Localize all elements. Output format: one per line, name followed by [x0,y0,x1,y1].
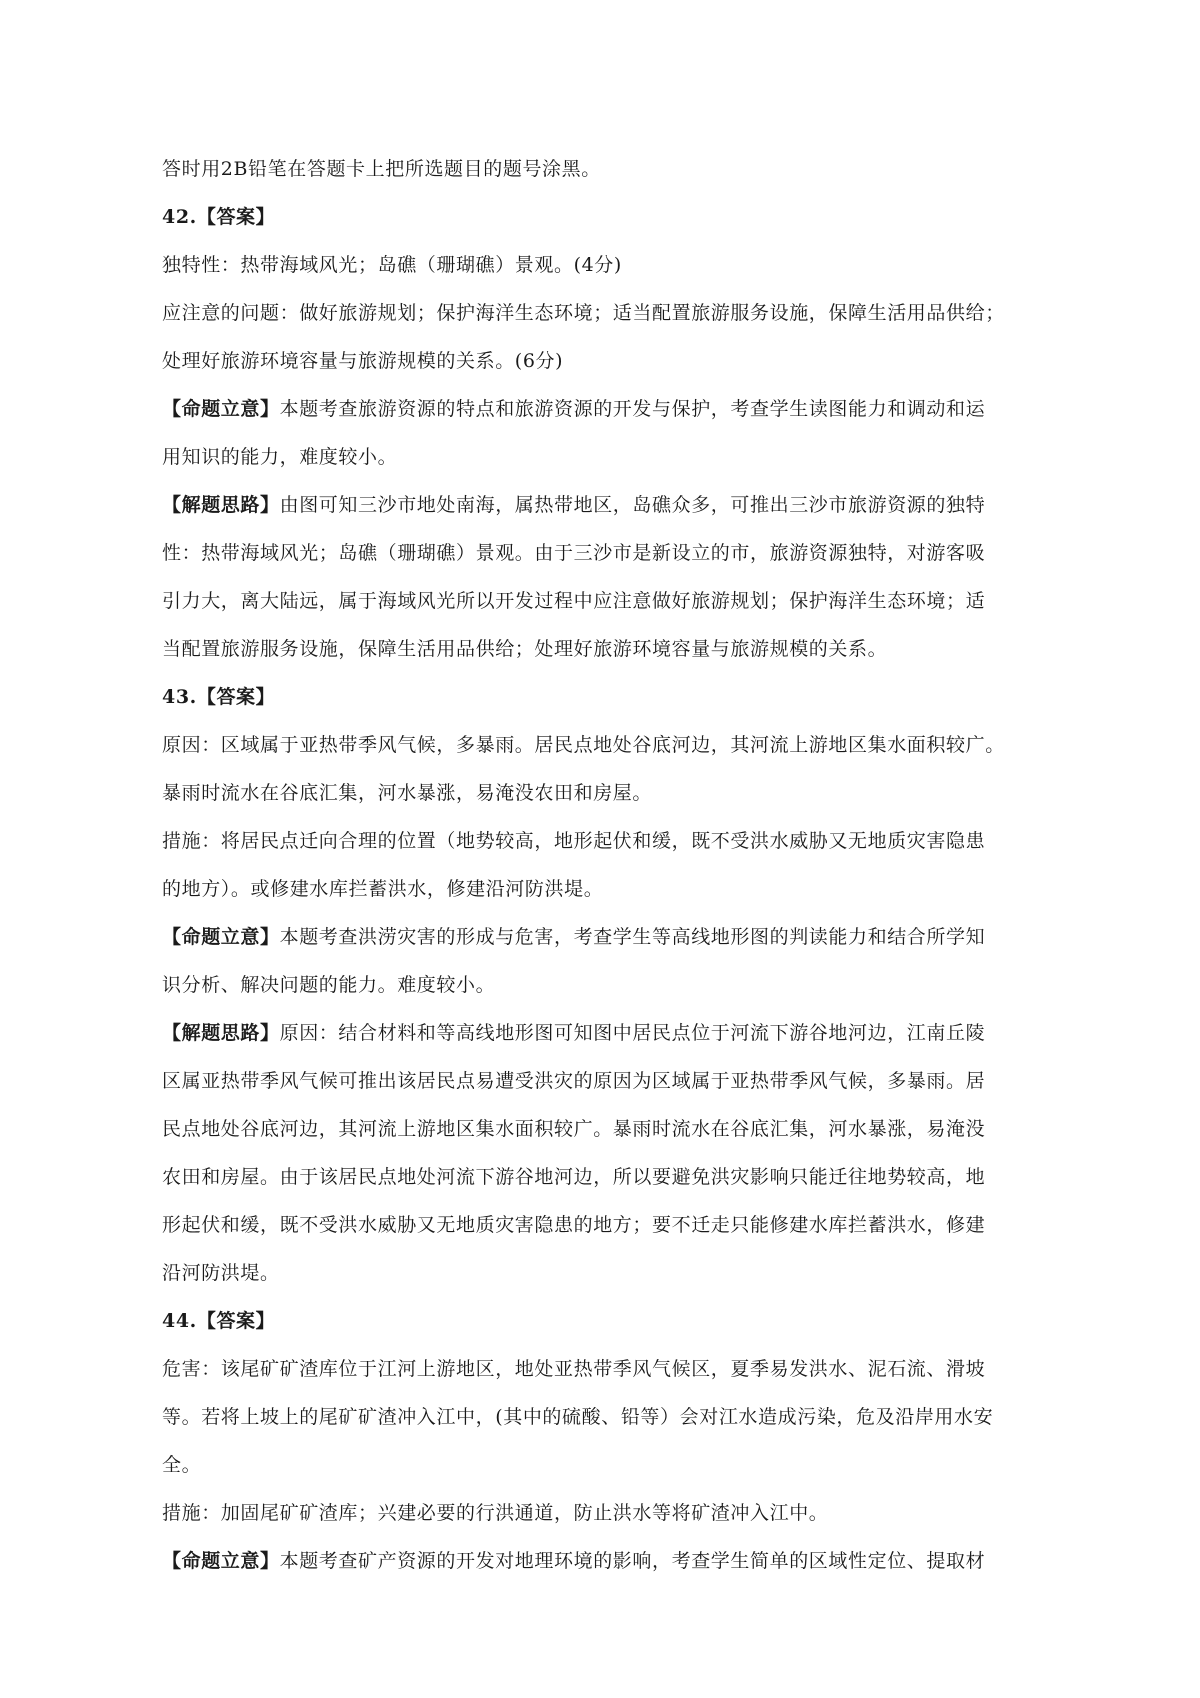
intent-text: 本题考查旅游资源的特点和旅游资源的开发与保护，考查学生读图能力和调动和运 [279,398,986,420]
q43-measure-line: 措施：将居民点迁向合理的位置（地势较高，地形起伏和缓，既不受洪水威胁又无地质灾害隐患 [162,830,986,852]
approach-text: 由图可知三沙市地处南海，属热带地区，岛礁众多，可推出三沙市旅游资源的独特 [279,494,986,516]
q42-approach-line: 当配置旅游服务设施，保障生活用品供给；处理好旅游环境容量与旅游规模的关系。 [162,638,888,660]
answer-content [162,151,1062,1579]
q42-intent-line [162,391,1062,427]
q43-approach-line: 农田和房屋。由于该居民点地处河流下游谷地河边，所以要避免洪灾影响只能迁往地势较高，地 [162,1166,986,1188]
q42-approach-line: 性：热带海域风光；岛礁（珊瑚礁）景观。由于三沙市是新设立的市，旅游资源独特，对游客吸 [162,542,986,564]
q43-approach-line [162,1015,1062,1051]
intent-tag: 【命题立意】 [162,398,280,420]
q42-answer-line: 处理好旅游环境容量与旅游规模的关系。(6分) [162,350,564,372]
q43-intent-line [162,919,1062,955]
q43-measure-line: 的地方）。或修建水库拦蓄洪水，修建沿河防洪堤。 [162,878,604,900]
q42-approach-line [162,487,1062,523]
q44-measure-line: 措施：加固尾矿矿渣库；兴建必要的行洪通道，防止洪水等将矿渣冲入江中。 [162,1502,829,1524]
q43-approach-line: 民点地处谷底河边，其河流上游地区集水面积较广。暴雨时流水在谷底汇集，河水暴涨，易淹没 [162,1118,986,1140]
intent-tag: 【命题立意】 [162,1550,280,1572]
q44-title: 44.【答案】 [162,1310,276,1332]
q43-approach-line: 形起伏和缓，既不受洪水威胁又无地质灾害隐患的地方；要不迁走只能修建水库拦蓄洪水，修建 [162,1214,986,1236]
q43-reason-line: 暴雨时流水在谷底汇集，河水暴涨，易淹没农田和房屋。 [162,782,653,804]
q44-harm-line: 全。 [162,1454,202,1476]
approach-text: 原因：结合材料和等高线地形图可知图中居民点位于河流下游谷地河边，江南丘陵 [279,1022,986,1044]
q43-title: 43.【答案】 [162,686,276,708]
q43-approach-line: 区属亚热带季风气候可推出该居民点易遭受洪灾的原因为区域属于亚热带季风气候，多暴雨。居 [162,1070,986,1092]
q42-title: 42.【答案】 [162,206,276,228]
q42-approach-line: 引力大，离大陆远，属于海域风光所以开发过程中应注意做好旅游规划；保护海洋生态环境；适 [162,590,986,612]
intent-text: 本题考查矿产资源的开发对地理环境的影响，考查学生简单的区域性定位、提取材 [279,1550,986,1572]
q42-answer-line: 应注意的问题：做好旅游规划；保护海洋生态环境；适当配置旅游服务设施，保障生活用品供给； [162,302,1005,324]
q44-harm-line: 危害：该尾矿矿渣库位于江河上游地区，地处亚热带季风气候区，夏季易发洪水、泥石流、滑坡 [162,1358,986,1380]
q44-harm-line: 等。若将上坡上的尾矿矿渣冲入江中，(其中的硫酸、铅等）会对江水造成污染，危及沿岸用水安 [162,1406,994,1428]
intent-tag: 【命题立意】 [162,926,280,948]
q42-intent-line: 用知识的能力，难度较小。 [162,446,398,468]
q44-intent-line [162,1543,1062,1579]
approach-tag: 【解题思路】 [162,1022,280,1044]
intent-text: 本题考查洪涝灾害的形成与危害，考查学生等高线地形图的判读能力和结合所学知 [279,926,986,948]
q43-intent-line: 识分析、解决问题的能力。难度较小。 [162,974,496,996]
q43-approach-line: 沿河防洪堤。 [162,1262,280,1284]
q43-reason-line: 原因：区域属于亚热带季风气候，多暴雨。居民点地处谷底河边，其河流上游地区集水面积较广。 [162,734,1005,756]
approach-tag: 【解题思路】 [162,494,280,516]
q42-answer-line: 独特性：热带海域风光；岛礁（珊瑚礁）景观。(4分) [162,254,622,276]
intro-text: 答时用2B铅笔在答题卡上把所选题目的题号涂黑。 [162,158,601,180]
